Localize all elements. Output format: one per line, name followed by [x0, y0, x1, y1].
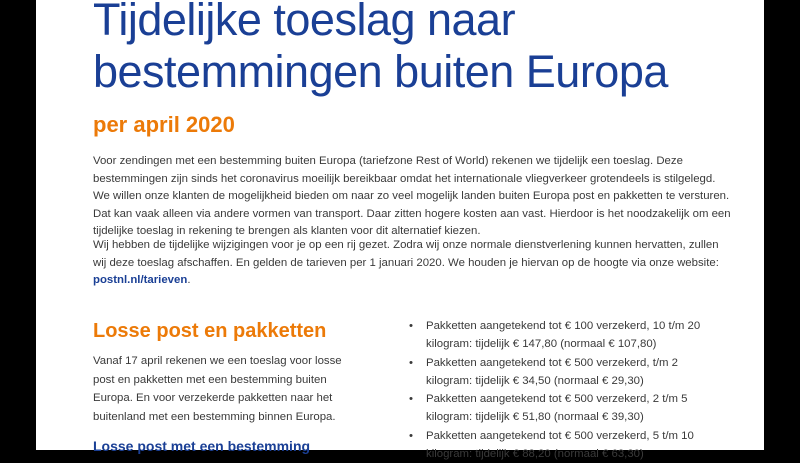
title-line-2: bestemmingen buiten Europa — [93, 46, 668, 97]
page-title — [93, 0, 668, 98]
list-item — [409, 427, 709, 463]
list-item — [409, 390, 709, 427]
intro-paragraph: Voor zendingen met een bestemming buiten Europa (tariefzone Rest of World) rekenen we tijdelijk een toeslag. Deze bestemmingen zijn sinds het coronavirus moeilijk bereikbaar omdat het internationale vliegverkeer grotendeels is stilgelegd. We willen onze klanten de mogelijkheid bieden om naar zo veel mogelijk landen buiten Europa post en pakketten te versturen. Dat kan vaak alleen via andere vormen van transport. Daar zitten hogere kosten aan vast. Hierdoor is het noodzakelijk om een tijdelijke toeslag in rekening te brengen als klanten voor dit alternatief kiezen. — [93, 155, 731, 237]
section-heading: Losse post en pakketten — [93, 320, 327, 342]
list-item-text: Pakketten aangetekend tot € 500 verzekerd, t/m 2 kilogram: tijdelijk € 34,50 (normaal € 29,30) — [426, 356, 679, 387]
document-page — [36, 0, 764, 461]
subsection-heading: Losse post met een bestemming — [93, 438, 311, 454]
second-paragraph — [93, 237, 733, 290]
second-paragraph-text: Wij hebben de tijdelijke wijzigingen voor je op een rij gezet. Zodra wij onze normale dienstverlening kunnen hervatten, zullen wij deze toeslag afschaffen. En gelden de tarieven per 1 januari 2020. We houden je hiervan op de hoogte via onze website: — [93, 239, 719, 269]
bullet-icon: • — [409, 320, 413, 332]
page-subtitle: per april 2020 — [93, 112, 235, 137]
list-item-text: Pakketten aangetekend tot € 500 verzekerd, 2 t/m 5 kilogram: tijdelijk € 51,80 (normaal € 39,30) — [426, 393, 688, 424]
list-item — [409, 317, 709, 354]
link-suffix: . — [187, 274, 191, 286]
section-paragraph: Vanaf 17 april rekenen we een toeslag voor losse post en pakketten met een bestemming buiten Europa. En voor verzekerde pakketten naar het buitenland met een bestemming binnen Europa. — [93, 355, 342, 423]
list-item — [409, 354, 709, 391]
list-item-text: Pakketten aangetekend tot € 500 verzekerd, 5 t/m 10 kilogram: tijdelijk € 88,20 (normaal € 63,30) — [426, 429, 694, 461]
bullet-icon: • — [409, 429, 413, 442]
bullet-icon: • — [409, 393, 413, 406]
bullet-icon: • — [409, 356, 413, 369]
website-link[interactable]: postnl.nl/tarieven — [93, 274, 188, 286]
list-item-text: Pakketten aangetekend tot € 100 verzekerd, 10 t/m 20 kilogram: tijdelijk € 147,80 (normaal € 107,80) — [426, 320, 701, 351]
surcharge-list — [409, 317, 709, 463]
title-line-1: Tijdelijke toeslag naar — [93, 0, 516, 45]
